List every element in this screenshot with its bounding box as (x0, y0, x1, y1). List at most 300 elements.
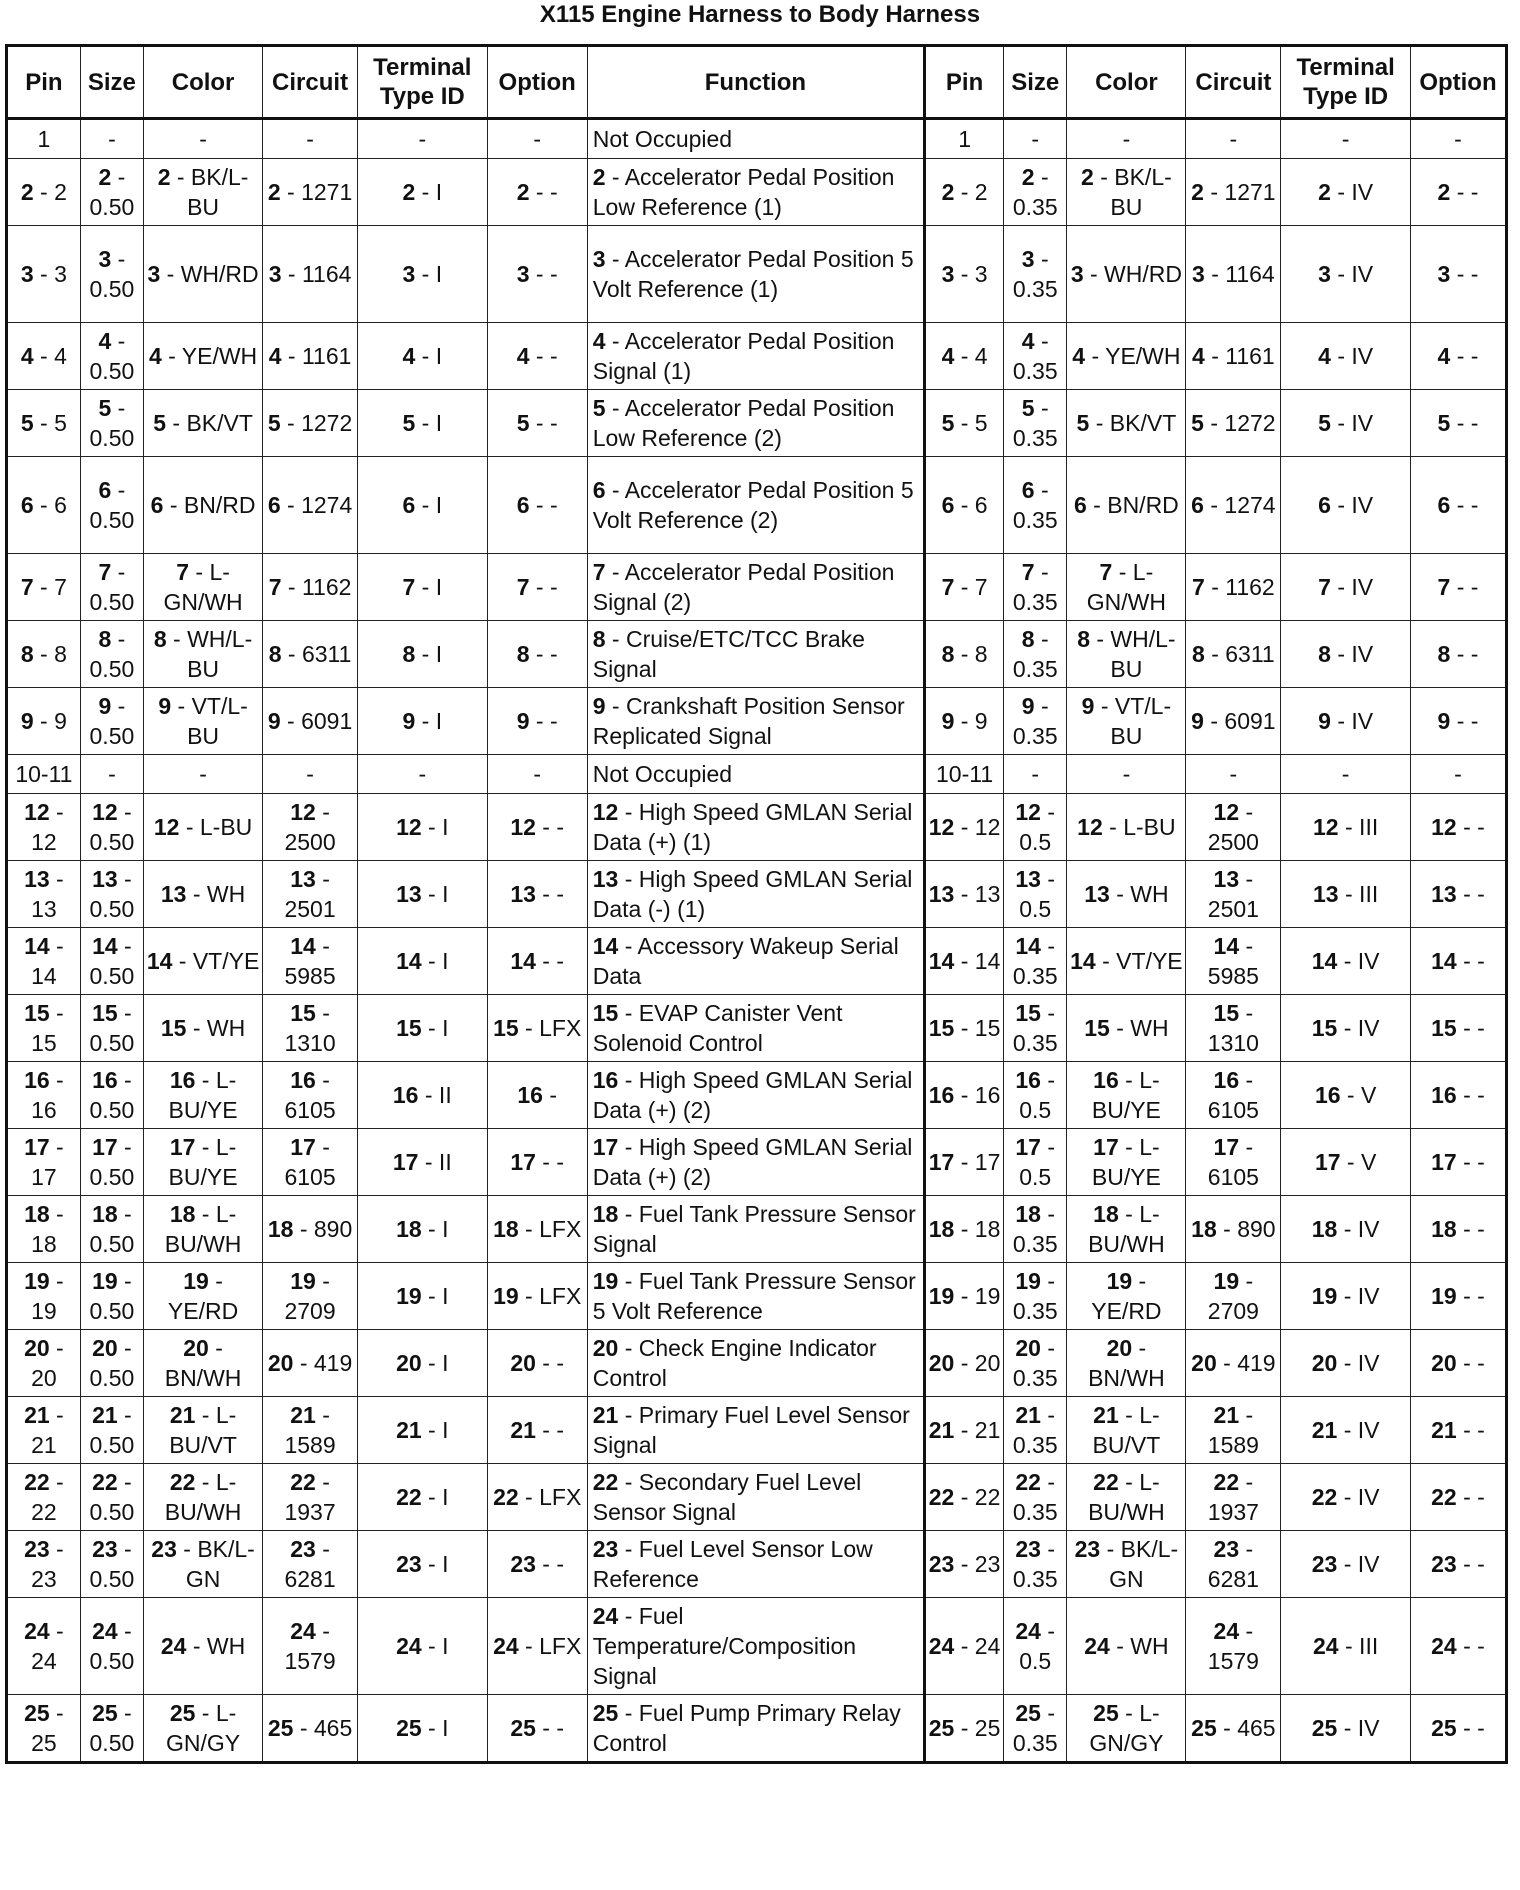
cell-pin (925, 323, 1004, 390)
cell-pin (925, 457, 1004, 554)
header-circuit-right: Circuit (1186, 46, 1281, 119)
cell-number-bold: 9 (267, 708, 281, 734)
cell-value: - - (1450, 179, 1479, 205)
cell-number-bold: 20 (183, 1335, 209, 1361)
cell-number-bold: 13 (1084, 881, 1110, 907)
cell-option (1410, 995, 1506, 1062)
cell-value: - 0.35 (1012, 933, 1058, 989)
cell-option (1410, 1062, 1506, 1129)
cell-circuit (1186, 554, 1281, 621)
cell-value: - 1164 (1204, 261, 1275, 287)
cell-value: - IV (1337, 1350, 1380, 1376)
cell-value: - IV (1330, 641, 1374, 667)
cell-number-bold: 20 (510, 1350, 536, 1376)
table-row (7, 390, 1507, 457)
cell-terminal-type-id (357, 755, 487, 794)
cell-function (587, 1397, 924, 1464)
cell-value: - IV (1330, 261, 1374, 287)
cell-circuit (263, 1464, 358, 1531)
cell-value: - 2500 (1207, 799, 1259, 855)
cell-text: - (1031, 761, 1040, 787)
cell-number-bold: 2 (20, 179, 34, 205)
cell-value: - 24 (31, 1618, 64, 1674)
cell-number-bold: 17 (592, 1134, 619, 1160)
cell-value: - 13 (31, 866, 64, 922)
cell-option (1410, 1598, 1506, 1695)
cell-color (144, 861, 263, 928)
cell-number-bold: 4 (1192, 343, 1205, 369)
cell-circuit (263, 755, 358, 794)
cell-size (1004, 119, 1067, 159)
cell-number-bold: 19 (396, 1283, 422, 1309)
cell-number-bold: 25 (592, 1700, 619, 1726)
cell-value: - 6091 (280, 708, 353, 734)
cell-number-bold: 8 (98, 626, 112, 652)
cell-number-bold: 20 (92, 1335, 118, 1361)
cell-pin (7, 159, 81, 226)
cell-value: - 0.50 (89, 477, 135, 533)
cell-value: - (542, 1082, 558, 1108)
cell-number-bold: 12 (153, 814, 180, 840)
cell-number-bold: 8 (153, 626, 167, 652)
header-terminal-type-id-right: Terminal Type ID (1281, 46, 1411, 119)
cell-number-bold: 4 (1072, 343, 1086, 369)
cell-value: - 419 (293, 1350, 353, 1376)
cell-number-bold: 8 (268, 641, 282, 667)
cell-color (1067, 861, 1186, 928)
cell-number-bold: 15 (1015, 1000, 1041, 1026)
cell-option (1410, 1263, 1506, 1330)
cell-value: - 0.35 (1012, 1700, 1058, 1756)
header-pin-left: Pin (7, 46, 81, 119)
cell-size (80, 1263, 143, 1330)
cell-value: - 7 (33, 574, 67, 600)
cell-number-bold: 7 (402, 574, 416, 600)
cell-value: - YE/RD (1091, 1268, 1162, 1324)
cell-number-bold: 8 (20, 641, 34, 667)
cell-value: - WH (186, 881, 246, 907)
cell-value: - LFX (518, 1633, 582, 1659)
cell-number-bold: 6 (1318, 492, 1331, 518)
cell-pin (7, 323, 81, 390)
cell-number-bold: 22 (396, 1484, 422, 1510)
cell-value: - - (1456, 1551, 1485, 1577)
cell-color (144, 1263, 263, 1330)
cell-number-bold: 9 (592, 693, 606, 719)
cell-value: - BK/L-BU (1093, 164, 1172, 220)
cell-color (144, 794, 263, 861)
cell-value: - 6281 (284, 1536, 336, 1592)
cell-circuit (1186, 119, 1281, 159)
cell-number-bold: 2 (98, 164, 112, 190)
cell-size (80, 928, 143, 995)
cell-value: - 2500 (284, 799, 336, 855)
cell-size (1004, 554, 1067, 621)
cell-color (1067, 457, 1186, 554)
cell-terminal-type-id (357, 390, 487, 457)
cell-value: - Secondary Fuel Level Sensor Signal (592, 1469, 862, 1525)
cell-circuit (1186, 226, 1281, 323)
cell-number-bold: 21 (290, 1402, 316, 1428)
cell-number-bold: 19 (592, 1268, 619, 1294)
cell-terminal-type-id (1281, 928, 1411, 995)
cell-value: - LFX (518, 1216, 582, 1242)
cell-value: - 3 (954, 261, 988, 287)
cell-value: - VT/YE (1095, 948, 1183, 974)
cell-option (487, 554, 587, 621)
cell-value: - 19 (954, 1283, 1001, 1309)
cell-terminal-type-id (1281, 1330, 1411, 1397)
cell-value: - 0.5 (1019, 1618, 1056, 1674)
cell-number-bold: 9 (158, 693, 172, 719)
table-row (7, 159, 1507, 226)
cell-value: - IV (1337, 1484, 1380, 1510)
cell-number-bold: 16 (1213, 1067, 1240, 1093)
cell-terminal-type-id (1281, 1531, 1411, 1598)
cell-pin (925, 1062, 1004, 1129)
cell-number-bold: 5 (98, 395, 112, 421)
cell-value: - IV (1330, 708, 1374, 734)
cell-number-bold: 21 (1213, 1402, 1240, 1428)
cell-size (1004, 928, 1067, 995)
cell-size (80, 554, 143, 621)
cell-size (1004, 755, 1067, 794)
cell-number-bold: 3 (941, 261, 955, 287)
cell-value: - 0.50 (89, 799, 135, 855)
cell-value: - 2 (954, 179, 988, 205)
cell-number-bold: 12 (510, 814, 536, 840)
cell-circuit (1186, 1531, 1281, 1598)
cell-number-bold: 21 (1015, 1402, 1041, 1428)
cell-value: - L-BU/WH (1088, 1201, 1165, 1257)
cell-number-bold: 18 (493, 1216, 519, 1242)
table-row (7, 995, 1507, 1062)
cell-pin (925, 928, 1004, 995)
cell-number-bold: 9 (1318, 708, 1331, 734)
cell-value: - L-GN/WH (1086, 559, 1166, 615)
cell-number-bold: 2 (1081, 164, 1094, 190)
cell-value: - 0.50 (89, 626, 135, 682)
cell-circuit (1186, 995, 1281, 1062)
cell-value: - 0.50 (89, 395, 135, 451)
cell-pin (925, 688, 1004, 755)
cell-number-bold: 19 (290, 1268, 316, 1294)
cell-value: - High Speed GMLAN Serial Data (+) (2) (592, 1067, 913, 1123)
cell-color (144, 995, 263, 1062)
cell-value: - I (421, 1283, 449, 1309)
cell-value: - - (1456, 1715, 1485, 1741)
cell-size (80, 159, 143, 226)
cell-value: - - (1456, 1417, 1485, 1443)
cell-number-bold: 23 (1311, 1551, 1338, 1577)
cell-number-bold: 16 (928, 1082, 955, 1108)
cell-number-bold: 22 (290, 1469, 316, 1495)
cell-circuit (1186, 1062, 1281, 1129)
cell-number-bold: 7 (20, 574, 34, 600)
cell-number-bold: 24 (592, 1603, 619, 1629)
cell-circuit (1186, 928, 1281, 995)
cell-number-bold: 3 (98, 246, 112, 272)
cell-number-bold: 8 (941, 641, 955, 667)
cell-number-bold: 4 (1318, 343, 1331, 369)
cell-pin (925, 1598, 1004, 1695)
cell-value: - - (529, 410, 558, 436)
cell-number-bold: 21 (1311, 1417, 1338, 1443)
cell-pin (7, 995, 81, 1062)
cell-number-bold: 25 (1093, 1700, 1119, 1726)
cell-number-bold: 24 (1313, 1633, 1339, 1659)
cell-function (587, 119, 924, 159)
cell-terminal-type-id (1281, 390, 1411, 457)
cell-value: - 0.50 (89, 1402, 135, 1458)
cell-size (1004, 1263, 1067, 1330)
cell-pin (925, 1263, 1004, 1330)
cell-value: - 0.35 (1012, 164, 1058, 220)
cell-number-bold: 16 (392, 1082, 419, 1108)
cell-number-bold: 16 (24, 1067, 50, 1093)
cell-value: - - (1456, 1015, 1485, 1041)
cell-value: - II (418, 1082, 452, 1108)
cell-number-bold: 5 (20, 410, 34, 436)
cell-text: - (1229, 761, 1238, 787)
cell-number-bold: 12 (1213, 799, 1240, 825)
cell-number-bold: 23 (510, 1551, 536, 1577)
cell-text: - (1122, 126, 1131, 152)
cell-number-bold: 20 (396, 1350, 422, 1376)
cell-color (1067, 1464, 1186, 1531)
cell-value: - BN/RD (163, 492, 256, 518)
cell-number-bold: 25 (928, 1715, 955, 1741)
cell-size (1004, 1196, 1067, 1263)
cell-value: - II (418, 1149, 452, 1175)
cell-value: - Fuel Tank Pressure Sensor 5 Volt Reference (592, 1268, 916, 1324)
cell-value: - I (421, 1484, 449, 1510)
cell-value: - 0.50 (89, 559, 135, 615)
cell-terminal-type-id (357, 119, 487, 159)
cell-value: - 3 (33, 261, 67, 287)
cell-value: - YE/WH (161, 343, 258, 369)
cell-number-bold: 21 (1093, 1402, 1119, 1428)
cell-color (1067, 390, 1186, 457)
cell-function (587, 1695, 924, 1763)
cell-number-bold: 8 (1192, 641, 1205, 667)
cell-number-bold: 15 (1311, 1015, 1338, 1041)
cell-number-bold: 16 (1431, 1082, 1457, 1108)
cell-number-bold: 5 (1021, 395, 1035, 421)
cell-number-bold: 25 (267, 1715, 294, 1741)
cell-function (587, 688, 924, 755)
cell-number-bold: 17 (392, 1149, 419, 1175)
cell-terminal-type-id (357, 861, 487, 928)
cell-number-bold: 3 (516, 261, 530, 287)
cell-number-bold: 6 (1021, 477, 1035, 503)
cell-value: - Fuel Pump Primary Relay Control (592, 1700, 901, 1756)
cell-value: - L-GN/GY (1089, 1700, 1164, 1756)
cell-pin (925, 226, 1004, 323)
cell-value: - Accelerator Pedal Position Low Reference (1) (592, 164, 895, 220)
cell-color (144, 457, 263, 554)
cell-number-bold: 15 (92, 1000, 118, 1026)
cell-number-bold: 25 (510, 1715, 536, 1741)
cell-option (1410, 323, 1506, 390)
table-row (7, 1330, 1507, 1397)
cell-value: - LFX (518, 1484, 582, 1510)
cell-number-bold: 4 (516, 343, 530, 369)
cell-text: - (199, 126, 207, 152)
cell-value: - - (1456, 1082, 1485, 1108)
cell-value: - I (415, 179, 443, 205)
cell-number-bold: 20 (928, 1350, 955, 1376)
cell-number-bold: 15 (290, 1000, 316, 1026)
cell-terminal-type-id (357, 1330, 487, 1397)
cell-value: - - (1456, 1484, 1485, 1510)
cell-value: - 23 (954, 1551, 1001, 1577)
cell-pin (925, 1397, 1004, 1464)
cell-pin (925, 621, 1004, 688)
cell-size (1004, 688, 1067, 755)
cell-value: - IV (1337, 1417, 1380, 1443)
table-row (7, 755, 1507, 794)
header-option-right: Option (1410, 46, 1506, 119)
cell-number-bold: 24 (396, 1633, 422, 1659)
cell-value: - 1272 (1203, 410, 1276, 436)
cell-number-bold: 22 (592, 1469, 619, 1495)
cell-size (80, 995, 143, 1062)
cell-value: - WH (1109, 1633, 1169, 1659)
cell-value: - 16 (954, 1082, 1001, 1108)
cell-number-bold: 21 (1431, 1417, 1457, 1443)
cell-option (1410, 1531, 1506, 1598)
cell-value: - 18 (31, 1201, 64, 1257)
cell-size (1004, 159, 1067, 226)
cell-number-bold: 19 (92, 1268, 118, 1294)
cell-function (587, 1464, 924, 1531)
cell-pin (925, 1531, 1004, 1598)
cell-number-bold: 15 (24, 1000, 50, 1026)
cell-number-bold: 8 (402, 641, 416, 667)
cell-circuit (1186, 1263, 1281, 1330)
cell-number-bold: 6 (941, 492, 955, 518)
header-color-left: Color (144, 46, 263, 119)
cell-circuit (263, 621, 358, 688)
cell-value: - 0.50 (89, 933, 135, 989)
cell-value: - 6311 (281, 641, 352, 667)
header-pin-right: Pin (925, 46, 1004, 119)
cell-number-bold: 23 (1074, 1536, 1101, 1562)
cell-value: - 0.35 (1012, 1469, 1058, 1525)
cell-pin (925, 1330, 1004, 1397)
cell-option (1410, 119, 1506, 159)
cell-option (487, 226, 587, 323)
cell-value: - LFX (518, 1015, 582, 1041)
cell-value: - - (529, 574, 558, 600)
cell-number-bold: 3 (1437, 261, 1451, 287)
cell-color (144, 1129, 263, 1196)
cell-value: - 1161 (1204, 343, 1275, 369)
cell-value: - 14 (954, 948, 1001, 974)
cell-option (1410, 688, 1506, 755)
cell-value: - Fuel Temperature/Composition Signal (592, 1603, 857, 1689)
cell-value: - 6105 (284, 1134, 336, 1190)
cell-number-bold: 6 (402, 492, 416, 518)
cell-value: - I (421, 948, 449, 974)
cell-number-bold: 6 (267, 492, 281, 518)
cell-number-bold: 5 (267, 410, 281, 436)
cell-pin (7, 457, 81, 554)
cell-color (144, 928, 263, 995)
cell-value: - 6105 (284, 1067, 336, 1123)
cell-number-bold: 9 (516, 708, 530, 734)
cell-function (587, 1196, 924, 1263)
cell-number-bold: 14 (1213, 933, 1240, 959)
cell-number-bold: 4 (148, 343, 162, 369)
cell-value: - L-BU/VT (1092, 1402, 1161, 1458)
cell-size (1004, 1129, 1067, 1196)
cell-value: - YE/WH (1085, 343, 1181, 369)
cell-value: - I (421, 881, 449, 907)
cell-number-bold: 24 (160, 1633, 187, 1659)
cell-number-bold: 5 (1191, 410, 1204, 436)
cell-value: - L-BU/YE (168, 1067, 238, 1123)
cell-number-bold: 18 (1093, 1201, 1119, 1227)
cell-option (1410, 390, 1506, 457)
cell-number-bold: 14 (928, 948, 955, 974)
cell-value: - 6105 (1207, 1067, 1259, 1123)
cell-value: - Accelerator Pedal Position Low Reference (2) (592, 395, 895, 451)
cell-number-bold: 7 (516, 574, 530, 600)
cell-pin (7, 755, 81, 794)
cell-number-bold: 20 (267, 1350, 294, 1376)
cell-number-bold: 21 (92, 1402, 118, 1428)
cell-value: - BN/WH (164, 1335, 242, 1391)
cell-size (1004, 1397, 1067, 1464)
cell-terminal-type-id (357, 1695, 487, 1763)
cell-terminal-type-id (357, 1196, 487, 1263)
cell-size (80, 1062, 143, 1129)
cell-number-bold: 17 (510, 1149, 536, 1175)
cell-value: - Fuel Tank Pressure Sensor Signal (592, 1201, 916, 1257)
harness-pin-table (5, 44, 1508, 1764)
cell-value: - I (415, 574, 443, 600)
cell-value: - 0.50 (89, 1268, 135, 1324)
cell-color (1067, 1196, 1186, 1263)
cell-option (487, 457, 587, 554)
cell-value: - 8 (33, 641, 67, 667)
cell-circuit (1186, 1598, 1281, 1695)
cell-pin (7, 1330, 81, 1397)
cell-value: - BK/L-GN (176, 1536, 255, 1592)
cell-value: - IV (1337, 1216, 1380, 1242)
cell-value: - - (1456, 1149, 1485, 1175)
cell-text: Not Occupied (592, 761, 733, 787)
cell-value: - V (1340, 1149, 1377, 1175)
cell-number-bold: 6 (592, 477, 606, 503)
cell-size (80, 1397, 143, 1464)
cell-pin (7, 794, 81, 861)
cell-value: - 0.5 (1019, 799, 1056, 855)
cell-value: - IV (1330, 492, 1374, 518)
cell-value: - - (1456, 1633, 1485, 1659)
cell-option (487, 1196, 587, 1263)
cell-value: - 1162 (281, 574, 352, 600)
cell-terminal-type-id (1281, 323, 1411, 390)
cell-number-bold: 25 (92, 1700, 118, 1726)
cell-number-bold: 22 (493, 1484, 519, 1510)
cell-option (487, 1598, 587, 1695)
cell-number-bold: 7 (1021, 559, 1035, 585)
cell-option (487, 1062, 587, 1129)
cell-number-bold: 20 (592, 1335, 619, 1361)
